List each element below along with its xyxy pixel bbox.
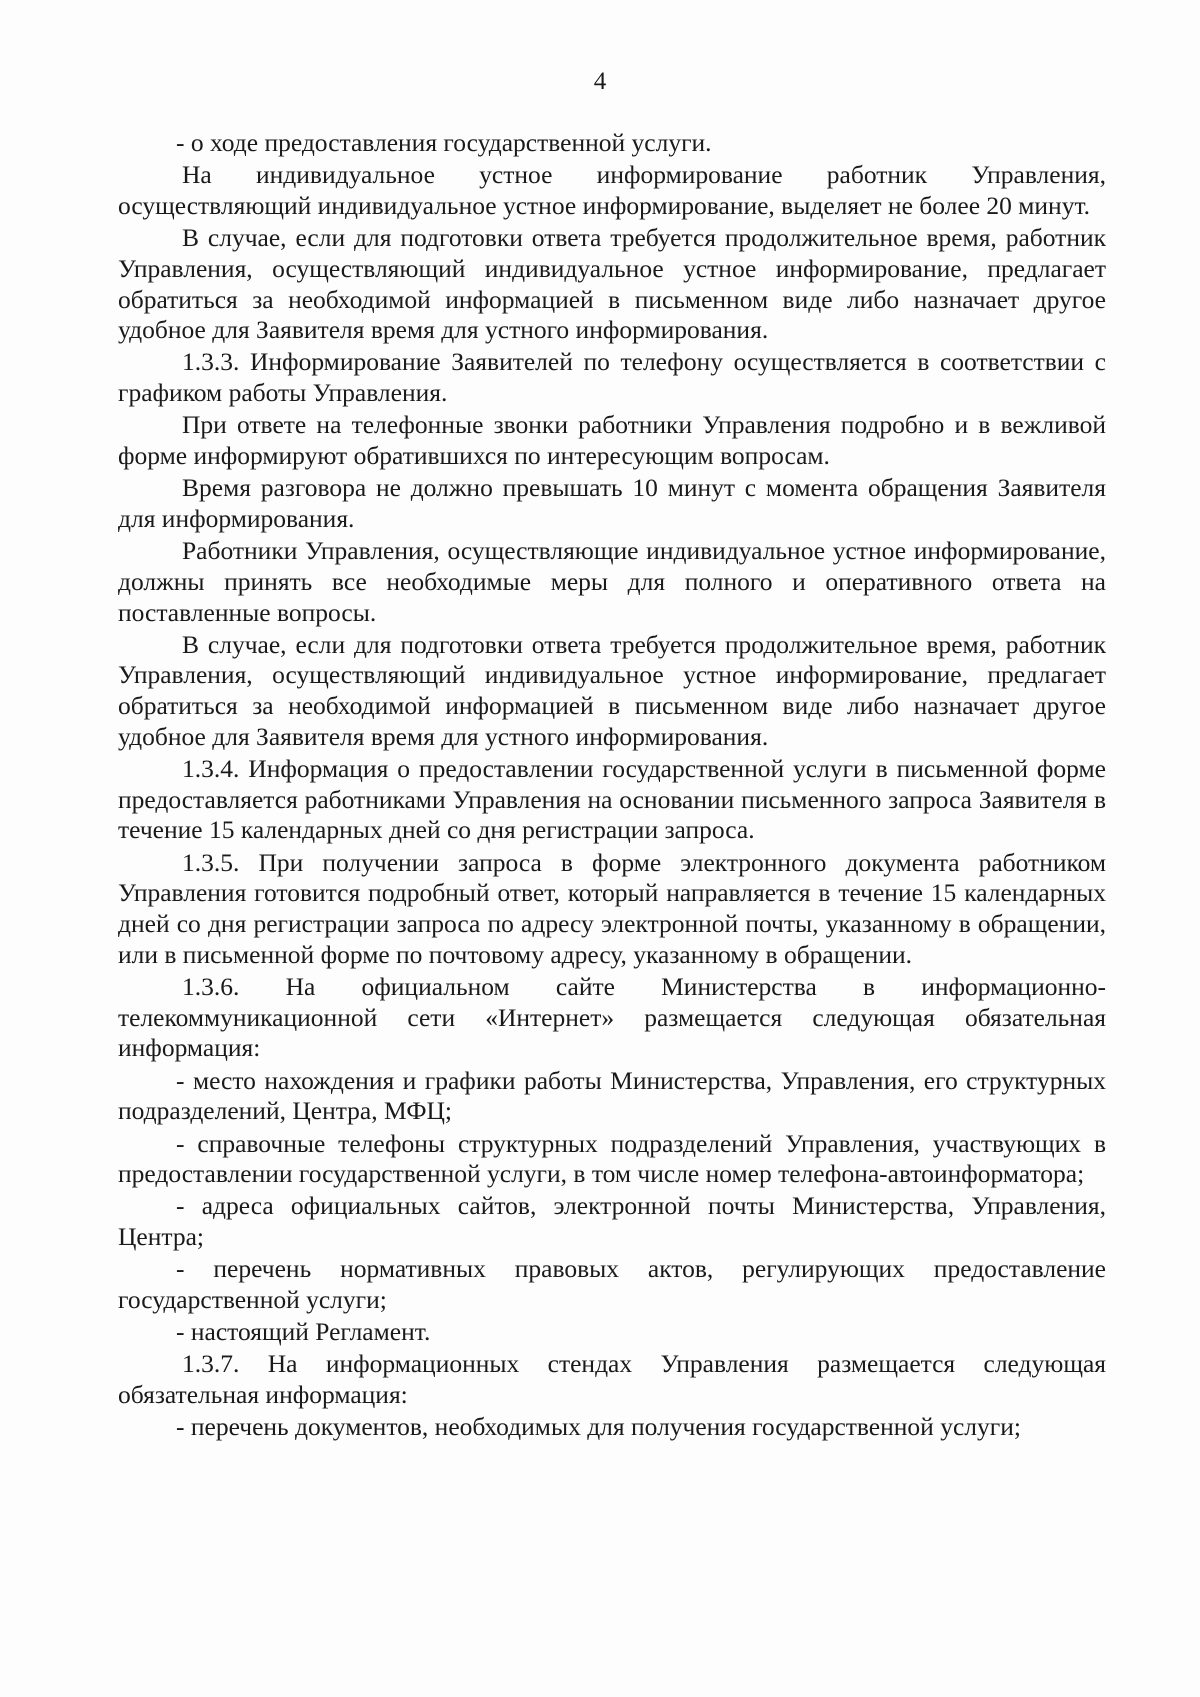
paragraph: 1.3.6. На официальном сайте Министерства в информационно-телекоммуникационной сети «Интернет» размещается следующая обязательная информация: xyxy=(118,971,1106,1063)
list-item: - перечень документов, необходимых для получения государственной услуги; xyxy=(176,1412,1021,1442)
paragraph: В случае, если для подготовки ответа требуется продолжительное время, работник Управления, осуществляющий индивидуальное устное информирование, предлагает обратиться за необходимой информацией в письменном виде либо назначает другое удобное для Заявителя время для устного информирования. xyxy=(118,629,1106,751)
paragraph: В случае, если для подготовки ответа требуется продолжительное время, работник Управления, осуществляющий индивидуальное устное информирование, предлагает обратиться за необходимой информацией в письменном виде либо назначает другое удобное для Заявителя время для устного информирования. xyxy=(118,223,1106,345)
paragraph: 1.3.5. При получении запроса в форме электронного документа работником Управления готовится подробный ответ, который направляется в течение 15 календарных дней со дня регистрации запроса по адресу электронной почты, указанному в обращении, или в письменной форме по почтовому адресу, указанному в обращении. xyxy=(118,847,1106,969)
paragraph: Работники Управления, осуществляющие индивидуальное устное информирование, должны принять все необходимые меры для полного и оперативного ответа на поставленные вопросы. xyxy=(118,536,1106,627)
list-item: - перечень нормативных правовых актов, регулирующих предоставление государственной услуги; xyxy=(118,1254,1106,1315)
paragraph: 1.3.4. Информация о предоставлении государственной услуги в письменной форме предоставляется работниками Управления на основании письменного запроса Заявителя в течение 15 календарных дней со дня регистрации запроса. xyxy=(118,754,1106,845)
page-number: 4 xyxy=(593,68,607,95)
list-item: - настоящий Регламент. xyxy=(176,1317,431,1347)
paragraph: При ответе на телефонные звонки работники Управления подробно и в вежливой форме информируют обратившихся по интересующим вопросам. xyxy=(118,410,1106,471)
paragraph: На индивидуальное устное информирование работник Управления, осуществляющий индивидуальное устное информирование, выделяет не более 20 минут. xyxy=(118,160,1106,220)
list-item: - справочные телефоны структурных подразделений Управления, участвующих в предоставлении государственной услуги, в том числе номер телефона-автоинформатора; xyxy=(118,1128,1106,1189)
paragraph: - о ходе предоставления государственной услуги. xyxy=(176,128,712,157)
list-item: - место нахождения и графики работы Министерства, Управления, его структурных подразделений, Центра, МФЦ; xyxy=(118,1065,1106,1126)
paragraph: Время разговора не должно превышать 10 минут с момента обращения Заявителя для информирования. xyxy=(118,473,1106,533)
paragraph: 1.3.3. Информирование Заявителей по телефону осуществляется в соответствии с графиком работы Управления. xyxy=(118,347,1106,408)
document-body xyxy=(118,128,1106,1445)
list-item: - адреса официальных сайтов, электронной почты Министерства, Управления, Центра; xyxy=(118,1191,1106,1252)
paragraph: 1.3.7. На информационных стендах Управления размещается следующая обязательная информация: xyxy=(118,1349,1106,1410)
